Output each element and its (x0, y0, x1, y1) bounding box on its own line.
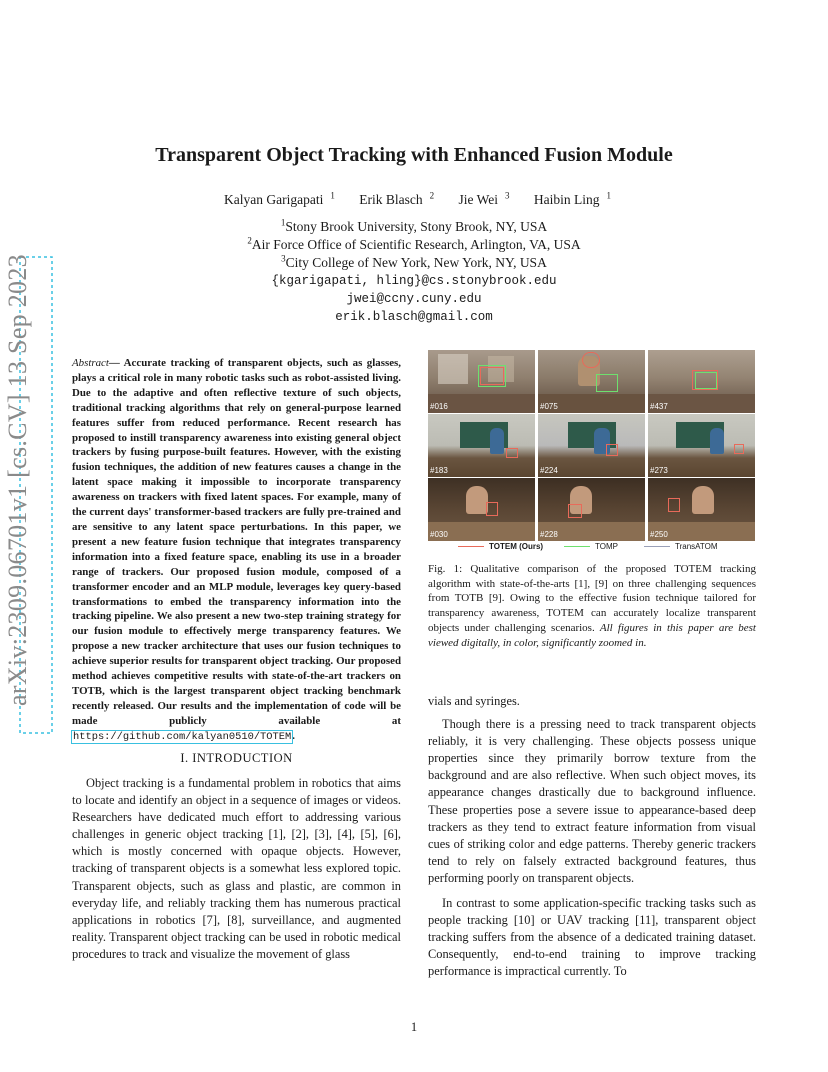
email: jwei@ccny.cuny.edu (346, 292, 482, 306)
frame-number: #250 (650, 530, 668, 539)
figure-caption: Fig. 1: Qualitative comparison of the proposed TOTEM tracking algorithm with state-of-the-arts [1], [9] on three challenging sequences from TOTB [9]. Owing to the effective fusion technique tailored for transparency awareness, TOTEM can accurately localize transparent objects under challenging scenarios. All figures in this paper are best viewed digitally, in color, significantly zoomed in. (428, 563, 756, 649)
paragraph: Though there is a pressing need to track transparent objects reliably, it is very challenging. These objects possess unique properties since they primarily borrow texture from the background and are also reflective. When such object moves, its appearance changes drastically due to background influence. These properties pose a severe issue to appearance-based deep trackers as they tend to extract feature information from visual cues of striking color and edge patterns. Thereby generic trackers tend to rely on falsely extracted background features, thus performing poorly on transparent objects. (428, 717, 756, 885)
section-heading: I. INTRODUCTION (180, 751, 293, 765)
author: Kalyan Garigapati $^1$ (224, 190, 335, 207)
author: Jie Wei $^3$ (458, 190, 510, 207)
legend-item: TOMP (564, 542, 618, 551)
figure-legend (428, 542, 756, 554)
frame-number: #437 (650, 402, 668, 411)
figure-frame (428, 350, 535, 413)
legend-swatch (458, 546, 484, 547)
email: {kgarigapati, hling}@cs.stonybrook.edu (271, 274, 557, 288)
frame-number: #228 (540, 530, 558, 539)
abstract-body: Accurate tracking of transparent objects, such as glasses, plays a critical role in many robotic tasks such as robot-assisted living. Due to the adaptive and often reflective texture of such objects, traditional tracking algorithms that rely on general-purpose learned features suffer from reduced performance. Recent research has proposed to instill transparency awareness into existing general object trackers by fusing purpose-built features. However, with the existing fusion techniques, the addition of new features causes a change in the latent space making it impossible to incorporate transparency awareness on trackers with fixed latent spaces. For example, many of the current days' transformer-based trackers are fully pre-trained and are sensitive to any latent space perturbations. In this paper, we present a new feature fusion technique that integrates transparency information into a fixed feature space, enabling its use in a broader range of trackers. Our proposed fusion module, composed of a transformer encoder and an MLP module, leverages key query-based transformations to embed the transparency information into the tracking pipeline. We also present a new two-step training strategy for our fusion module to effectively merge transparency features. We propose a new tracker architecture that uses our fusion techniques to achieve superior results for transparent object tracking. Our proposed method achieves competitive results with state-of-the-art trackers on TOTB, which is the largest transparent object tracking benchmark recently released. Our results and the implementation of code will be made publicly available at (72, 357, 401, 727)
intro-paragraph: Object tracking is a fundamental problem in robotics that aims to locate and identify an object in a sequence of images or videos. Researchers have dedicated much effort to addressing various challenges in generic object tracking [1], [2], [3], [4], [5], [6], which is mostly concerned with opaque objects. However, tracking of transparent objects is a somewhat less explored topic. Transparent objects, such as glass and plastic, are common in everyday life, and reliably tracking them has numerous practical applications in robotics [7], [8], surveillance, and augmented reality. Transparent object tracking can be used in robotic medical procedures to track and visualize the movement of glass (72, 776, 401, 961)
paragraph: In contrast to some application-specific tracking tasks such as people tracking [10] or UAV tracking [11], transparent object tracking suffers from the absence of a dedicated training dataset. Consequently, end-to-end training to improve tracking performance is impractical currently. To (428, 896, 756, 979)
paper-title: Transparent Object Tracking with Enhanced Fusion Module (155, 144, 673, 166)
legend-item: TransATOM (644, 542, 718, 551)
affiliation: $^2$Air Force Office of Scientific Research, Arlington, VA, USA (247, 235, 581, 252)
frame-number: #030 (430, 530, 448, 539)
arxiv-identifier: arXiv:2309.06701v1 [cs.CV] 13 Sep 2023 (3, 254, 32, 706)
frame-number: #273 (650, 466, 668, 475)
figure-frame (428, 414, 535, 477)
author-list (0, 192, 828, 208)
figure-frame (648, 414, 755, 477)
email: erik.blasch@gmail.com (335, 310, 493, 324)
frame-number: #224 (540, 466, 558, 475)
legend-item: TOTEM (Ours) (458, 542, 543, 551)
figure-frame (648, 350, 755, 413)
figure-frame (538, 414, 645, 477)
figure-frame (538, 478, 645, 541)
author: Haibin Ling $^1$ (533, 190, 611, 207)
right-column-text (428, 693, 756, 989)
frame-number: #016 (430, 402, 448, 411)
figure-1 (428, 350, 756, 554)
paragraph: vials and syringes. (428, 694, 520, 708)
figure-frame (648, 478, 755, 541)
frame-number: #075 (540, 402, 558, 411)
frame-number: #183 (430, 466, 448, 475)
affiliation: $^1$Stony Brook University, Stony Brook, NY, USA (280, 217, 548, 234)
legend-swatch (644, 546, 670, 547)
affiliation: $^3$City College of New York, New York, NY, USA (281, 253, 547, 270)
code-link[interactable]: https://github.com/kalyan0510/TOTEM (73, 730, 292, 743)
figure-frame (538, 350, 645, 413)
abstract-label: Abstract (72, 357, 109, 369)
legend-swatch (564, 546, 590, 547)
page-number: 1 (410, 1020, 418, 1034)
author: Erik Blasch $^2$ (359, 190, 435, 207)
abstract: Abstract— Accurate tracking of transparent objects, such as glasses, plays a critical role in many robotic tasks such as robot-assisted living. Due to the adaptive and often reflective texture of such objects, traditional tracking algorithms that rely on general-purpose learned features suffer from reduced performance. Recent research has proposed to instill transparency awareness into existing general object trackers by fusing purpose-built features. However, with the existing fusion techniques, the addition of new features causes a change in the latent space making it impossible to incorporate transparency awareness on trackers with fixed latent spaces. For example, many of the current days' transformer-based trackers are fully pre-trained and are sensitive to any latent space perturbations. In this paper, we present a new feature fusion technique that integrates transparency information into a fixed feature space, enabling its use in a broader range of trackers. Our proposed fusion module, composed of a transformer encoder and an MLP module, leverages key query-based transformations to embed the transparency information into the tracking pipeline. We also present a new two-step training strategy for our fusion module to effectively merge transparency features. We propose a new tracker architecture that uses our fusion techniques to achieve superior results for transparent object tracking. Our proposed method achieves competitive results with state-of-the-art trackers on TOTB, which is the largest transparent object tracking benchmark recently released. Our results and the implementation of code will be made publicly available at https://github.com/kalyan0510/TOTEM. (72, 357, 401, 743)
figure-frame (428, 478, 535, 541)
